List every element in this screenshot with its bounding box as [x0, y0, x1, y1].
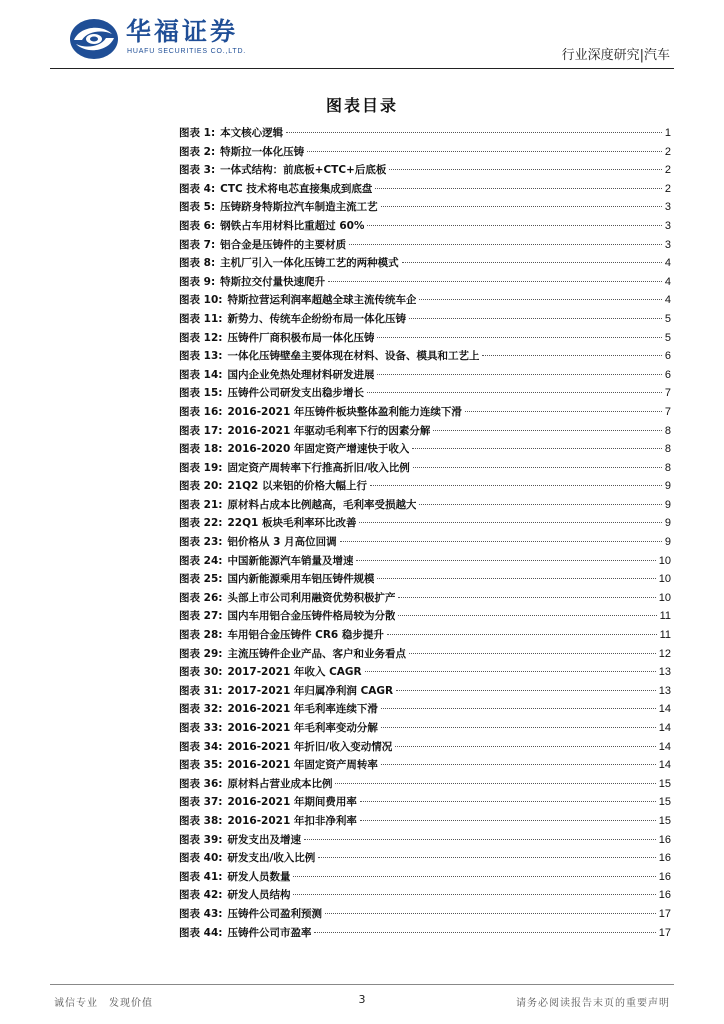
- toc-item-page: 4: [664, 275, 671, 288]
- toc-item[interactable]: [179, 905, 671, 924]
- toc-item-text: 头部上市公司利用融资优势积极扩产: [227, 591, 396, 604]
- toc-dot-leader: [286, 131, 662, 133]
- toc-item[interactable]: [179, 552, 671, 571]
- toc-item-text: 压铸跻身特斯拉汽车制造主流工艺: [220, 201, 378, 214]
- huafu-logo-icon: [68, 16, 120, 62]
- toc-item[interactable]: [179, 645, 671, 664]
- toc-dot-leader: [409, 317, 662, 319]
- toc-item-label: 图表 42:: [179, 889, 223, 902]
- toc-dot-leader: [381, 726, 656, 728]
- toc-dot-leader: [465, 410, 662, 412]
- toc-item-page: 6: [664, 350, 671, 363]
- toc-dot-leader: [381, 707, 656, 709]
- toc-item[interactable]: [179, 607, 671, 626]
- toc-item-label: 图表 26:: [179, 591, 223, 604]
- toc-item-text: 压铸件公司研发支出稳步增长: [227, 387, 364, 400]
- toc-item-text: 2016-2020 年固定资产增速快于收入: [227, 443, 410, 456]
- toc-item-label: 图表 5:: [179, 201, 216, 214]
- toc-item-text: 2016-2021 年驱动毛利率下行的因素分解: [227, 424, 431, 437]
- toc-item-label: 图表 2:: [179, 145, 216, 158]
- toc-dot-leader: [356, 559, 655, 561]
- toc-item-label: 图表 43:: [179, 907, 223, 920]
- toc-item[interactable]: [179, 738, 671, 757]
- toc-item[interactable]: [179, 291, 671, 310]
- toc-item-page: 15: [658, 814, 671, 827]
- toc-dot-leader: [325, 912, 656, 914]
- toc-item-text: 钢铁占车用材料比重超过 60%: [220, 219, 365, 232]
- toc-item-text: 主流压铸件企业产品、客户和业务看点: [227, 647, 406, 660]
- toc-item[interactable]: [179, 589, 671, 608]
- toc-item-text: 特斯拉一体化压铸: [220, 145, 305, 158]
- toc-item-page: 4: [664, 257, 671, 270]
- toc-item[interactable]: [179, 347, 671, 366]
- toc-dot-leader: [409, 652, 656, 654]
- toc-item[interactable]: [179, 868, 671, 887]
- toc-dot-leader: [402, 261, 662, 263]
- toc-item[interactable]: [179, 143, 671, 162]
- toc-dot-leader: [307, 150, 662, 152]
- toc-dot-leader: [419, 298, 661, 300]
- toc-item-page: 3: [664, 219, 671, 232]
- toc-item-label: 图表 32:: [179, 703, 223, 716]
- toc-item-page: 10: [658, 554, 671, 567]
- toc-dot-leader: [314, 931, 655, 933]
- toc-item-page: 14: [658, 703, 671, 716]
- toc-item-label: 图表 25:: [179, 573, 223, 586]
- toc-item-label: 图表 37:: [179, 796, 223, 809]
- toc-item-label: 图表 15:: [179, 387, 223, 400]
- toc-item[interactable]: [179, 310, 671, 329]
- toc-dot-leader: [387, 633, 657, 635]
- toc-item-text: 21Q2 以来铝的价格大幅上行: [227, 480, 367, 493]
- toc-dot-leader: [360, 819, 656, 821]
- toc-item[interactable]: [179, 496, 671, 515]
- toc-item-label: 图表 12:: [179, 331, 223, 344]
- toc-item-page: 1: [664, 127, 671, 139]
- toc-item[interactable]: [179, 775, 671, 794]
- toc-item-text: 本文核心逻辑: [220, 127, 284, 139]
- toc-item-label: 图表 8:: [179, 257, 216, 270]
- toc-item-page: 8: [664, 443, 671, 456]
- toc-dot-leader: [398, 596, 655, 598]
- toc-dot-leader: [395, 745, 655, 747]
- toc-item-label: 图表 24:: [179, 554, 223, 567]
- toc-item-text: 原材料占营业成本比例: [227, 777, 333, 790]
- toc-dot-leader: [365, 670, 656, 672]
- toc-item-page: 10: [658, 591, 671, 604]
- toc-item[interactable]: [179, 329, 671, 348]
- toc-item-page: 9: [664, 480, 671, 493]
- toc-item[interactable]: [179, 626, 671, 645]
- toc-item-text: 2017-2021 年收入 CAGR: [227, 666, 362, 679]
- toc-item[interactable]: [179, 459, 671, 478]
- toc-dot-leader: [433, 429, 661, 431]
- toc-item-text: 研发人员数量: [227, 870, 291, 883]
- toc-item[interactable]: [179, 217, 671, 236]
- toc-item-label: 图表 21:: [179, 498, 223, 511]
- toc-item-text: 2016-2021 年期间费用率: [227, 796, 357, 809]
- toc-dot-leader: [360, 800, 656, 802]
- company-name-cn: 华福证券: [126, 17, 239, 46]
- toc-item-text: 主机厂引入一体化压铸工艺的两种模式: [220, 257, 399, 270]
- toc-item-label: 图表 36:: [179, 777, 223, 790]
- toc-dot-leader: [398, 614, 656, 616]
- toc-item[interactable]: [179, 124, 671, 143]
- toc-item-label: 图表 38:: [179, 814, 223, 827]
- toc-item-page: 14: [658, 740, 671, 753]
- toc-item[interactable]: [179, 254, 671, 273]
- toc-item-page: 14: [658, 759, 671, 772]
- toc-item-page: 15: [658, 777, 671, 790]
- toc-item-text: 国内车用铝合金压铸件格局较为分散: [227, 610, 396, 623]
- toc-item-label: 图表 3:: [179, 164, 216, 177]
- toc-item-label: 图表 28:: [179, 629, 223, 642]
- toc-item-text: 原材料占成本比例越高，毛利率受损越大: [227, 498, 417, 511]
- toc-dot-leader: [396, 689, 656, 691]
- toc-dot-leader: [335, 782, 655, 784]
- toc-item-text: 特斯拉交付量快速爬升: [220, 275, 326, 288]
- footer-slogan: 诚信专业 发现价值: [54, 998, 153, 1009]
- toc-dot-leader: [419, 503, 661, 505]
- toc-dot-leader: [377, 336, 661, 338]
- toc-item-page: 16: [658, 833, 671, 846]
- toc-item-page: 16: [658, 852, 671, 865]
- toc-item-label: 图表 6:: [179, 219, 216, 232]
- toc-item[interactable]: [179, 682, 671, 701]
- toc-item[interactable]: [179, 180, 671, 199]
- footer-disclaimer: 请务必阅读报告末页的重要声明: [516, 998, 670, 1009]
- toc-item[interactable]: [179, 886, 671, 905]
- toc-item[interactable]: [179, 198, 671, 217]
- toc-item-page: 17: [658, 926, 671, 939]
- toc-item-label: 图表 33:: [179, 722, 223, 734]
- toc-item-page: 2: [664, 145, 671, 158]
- toc-item-page: 8: [664, 424, 671, 437]
- toc-item-page: 5: [664, 312, 671, 325]
- toc-item-label: 图表 14:: [179, 368, 223, 381]
- toc-item[interactable]: [179, 831, 671, 850]
- toc-item-page: 9: [664, 517, 671, 530]
- toc-item-page: 7: [664, 405, 671, 418]
- toc-item-page: 17: [658, 907, 671, 920]
- toc-item-label: 图表 22:: [179, 517, 223, 530]
- toc-item-page: 4: [664, 294, 671, 307]
- toc-item-text: 2017-2021 年归属净利润 CAGR: [227, 684, 394, 697]
- toc-dot-leader: [381, 205, 662, 207]
- toc-dot-leader: [340, 540, 662, 542]
- toc-item[interactable]: [179, 477, 671, 496]
- toc-item-page: 13: [658, 666, 671, 679]
- toc-item[interactable]: [179, 440, 671, 459]
- toc-dot-leader: [359, 521, 661, 523]
- toc-dot-leader: [375, 187, 661, 189]
- toc-item[interactable]: [179, 700, 671, 719]
- toc-item-text: 2016-2021 年折旧/收入变动情况: [227, 740, 393, 753]
- toc-item-text: 特斯拉营运利润率超越全球主流传统车企: [227, 294, 417, 307]
- footer-divider: [50, 984, 674, 985]
- toc-item-label: 图表 34:: [179, 740, 223, 753]
- toc-list: [179, 124, 671, 942]
- toc-dot-leader: [367, 224, 661, 226]
- toc-item-text: 车用铝合金压铸件 CR6 稳步提升: [227, 629, 384, 642]
- toc-item-text: 压铸件公司盈利预测: [227, 907, 322, 920]
- toc-dot-leader: [293, 875, 655, 877]
- toc-dot-leader: [328, 280, 662, 282]
- toc-item-text: 固定资产周转率下行推高折旧/收入比例: [227, 461, 410, 474]
- toc-item-text: CTC 技术将电芯直接集成到底盘: [220, 182, 373, 195]
- toc-item-page: 14: [658, 722, 671, 734]
- header-divider: [50, 68, 674, 69]
- toc-item-label: 图表 40:: [179, 852, 223, 865]
- toc-item-label: 图表 19:: [179, 461, 223, 474]
- toc-item[interactable]: [179, 422, 671, 441]
- toc-item-page: 11: [659, 629, 671, 642]
- toc-item-page: 5: [664, 331, 671, 344]
- toc-dot-leader: [412, 447, 661, 449]
- toc-item[interactable]: [179, 366, 671, 385]
- toc-item-page: 2: [664, 164, 671, 177]
- report-type: 行业深度研究|汽车: [561, 48, 670, 63]
- toc-item-page: 7: [664, 387, 671, 400]
- toc-item[interactable]: [179, 273, 671, 292]
- toc-item-page: 15: [658, 796, 671, 809]
- toc-item-label: 图表 20:: [179, 480, 223, 493]
- toc-item[interactable]: [179, 236, 671, 255]
- toc-item-page: 9: [664, 536, 671, 549]
- toc-item-page: 8: [664, 461, 671, 474]
- toc-item-text: 22Q1 板块毛利率环比改善: [227, 517, 357, 530]
- toc-item-page: 10: [658, 573, 671, 586]
- toc-item-label: 图表 16:: [179, 405, 223, 418]
- toc-item-label: 图表 41:: [179, 870, 223, 883]
- toc-item[interactable]: [179, 719, 671, 738]
- toc-item-label: 图表 18:: [179, 443, 223, 456]
- toc-item-label: 图表 10:: [179, 294, 223, 307]
- toc-item-label: 图表 35:: [179, 759, 223, 772]
- toc-dot-leader: [349, 243, 662, 245]
- toc-item-label: 图表 4:: [179, 182, 216, 195]
- toc-item-label: 图表 17:: [179, 424, 223, 437]
- toc-item-label: 图表 27:: [179, 610, 223, 623]
- toc-item-text: 新势力、传统车企纷纷布局一体化压铸: [227, 312, 406, 325]
- toc-dot-leader: [482, 354, 661, 356]
- toc-dot-leader: [367, 391, 662, 393]
- page-number: 3: [358, 993, 366, 1006]
- toc-item-label: 图表 44:: [179, 926, 223, 939]
- toc-item-label: 图表 1:: [179, 127, 216, 139]
- toc-item-label: 图表 11:: [179, 312, 223, 325]
- toc-item[interactable]: [179, 812, 671, 831]
- toc-item[interactable]: [179, 663, 671, 682]
- toc-item[interactable]: [179, 384, 671, 403]
- toc-dot-leader: [304, 838, 656, 840]
- toc-item-label: 图表 13:: [179, 350, 223, 363]
- toc-item-page: 3: [664, 201, 671, 214]
- toc-item-text: 国内新能源乘用车铝压铸件规模: [227, 573, 375, 586]
- toc-item-page: 11: [659, 610, 671, 623]
- toc-item-label: 图表 9:: [179, 275, 216, 288]
- toc-item-text: 一体化压铸壁垒主要体现在材料、设备、模具和工艺上: [227, 350, 480, 363]
- company-name-en: HUAFU SECURITIES CO.,LTD.: [127, 48, 247, 55]
- toc-item[interactable]: [179, 924, 671, 943]
- toc-item-text: 2016-2021 年固定资产周转率: [227, 759, 378, 772]
- toc-item-page: 13: [658, 684, 671, 697]
- page-header: [0, 0, 724, 74]
- toc-item-text: 国内企业免热处理材料研发进展: [227, 368, 375, 381]
- toc-item-label: 图表 23:: [179, 536, 223, 549]
- toc-item-page: 2: [664, 182, 671, 195]
- toc-item-label: 图表 39:: [179, 833, 223, 846]
- toc-item-text: 2016-2021 年压铸件板块整体盈利能力连续下滑: [227, 405, 462, 418]
- toc-item[interactable]: [179, 533, 671, 552]
- toc-dot-leader: [318, 856, 655, 858]
- toc-item-text: 压铸件公司市盈率: [227, 926, 312, 939]
- toc-item-text: 铝合金是压铸件的主要材质: [220, 238, 347, 251]
- toc-item-text: 2016-2021 年毛利率变动分解: [227, 722, 378, 734]
- toc-item-label: 图表 31:: [179, 684, 223, 697]
- toc-dot-leader: [381, 763, 656, 765]
- toc-title: 图表目录: [325, 96, 398, 115]
- toc-item-text: 中国新能源汽车销量及增速: [227, 554, 354, 567]
- toc-item[interactable]: [179, 756, 671, 775]
- toc-item-label: 图表 7:: [179, 238, 216, 251]
- toc-item-text: 研发支出及增速: [227, 833, 301, 846]
- toc-item[interactable]: [179, 570, 671, 589]
- toc-dot-leader: [370, 484, 662, 486]
- toc-item[interactable]: [179, 161, 671, 180]
- toc-item-text: 研发人员结构: [227, 889, 291, 902]
- toc-item-page: 12: [658, 647, 671, 660]
- toc-item[interactable]: [179, 514, 671, 533]
- toc-item-text: 研发支出/收入比例: [227, 852, 316, 865]
- toc-item-page: 6: [664, 368, 671, 381]
- toc-item-page: 9: [664, 498, 671, 511]
- toc-item-page: 3: [664, 238, 671, 251]
- toc-item[interactable]: [179, 793, 671, 812]
- toc-item-label: 图表 30:: [179, 666, 223, 679]
- toc-dot-leader: [377, 577, 655, 579]
- toc-dot-leader: [293, 893, 655, 895]
- toc-item-text: 铝价格从 3 月高位回调: [227, 536, 337, 549]
- toc-dot-leader: [389, 168, 662, 170]
- toc-item-text: 2016-2021 年扣非净利率: [227, 814, 357, 827]
- toc-item[interactable]: [179, 403, 671, 422]
- toc-item-page: 16: [658, 889, 671, 902]
- toc-dot-leader: [413, 466, 662, 468]
- toc-item-text: 一体式结构：前底板+CTC+后底板: [220, 164, 387, 177]
- toc-item-text: 2016-2021 年毛利率连续下滑: [227, 703, 378, 716]
- toc-item[interactable]: [179, 849, 671, 868]
- toc-item-page: 16: [658, 870, 671, 883]
- toc-item-label: 图表 29:: [179, 647, 223, 660]
- toc-dot-leader: [377, 373, 661, 375]
- toc-item-text: 压铸件厂商积极布局一体化压铸: [227, 331, 375, 344]
